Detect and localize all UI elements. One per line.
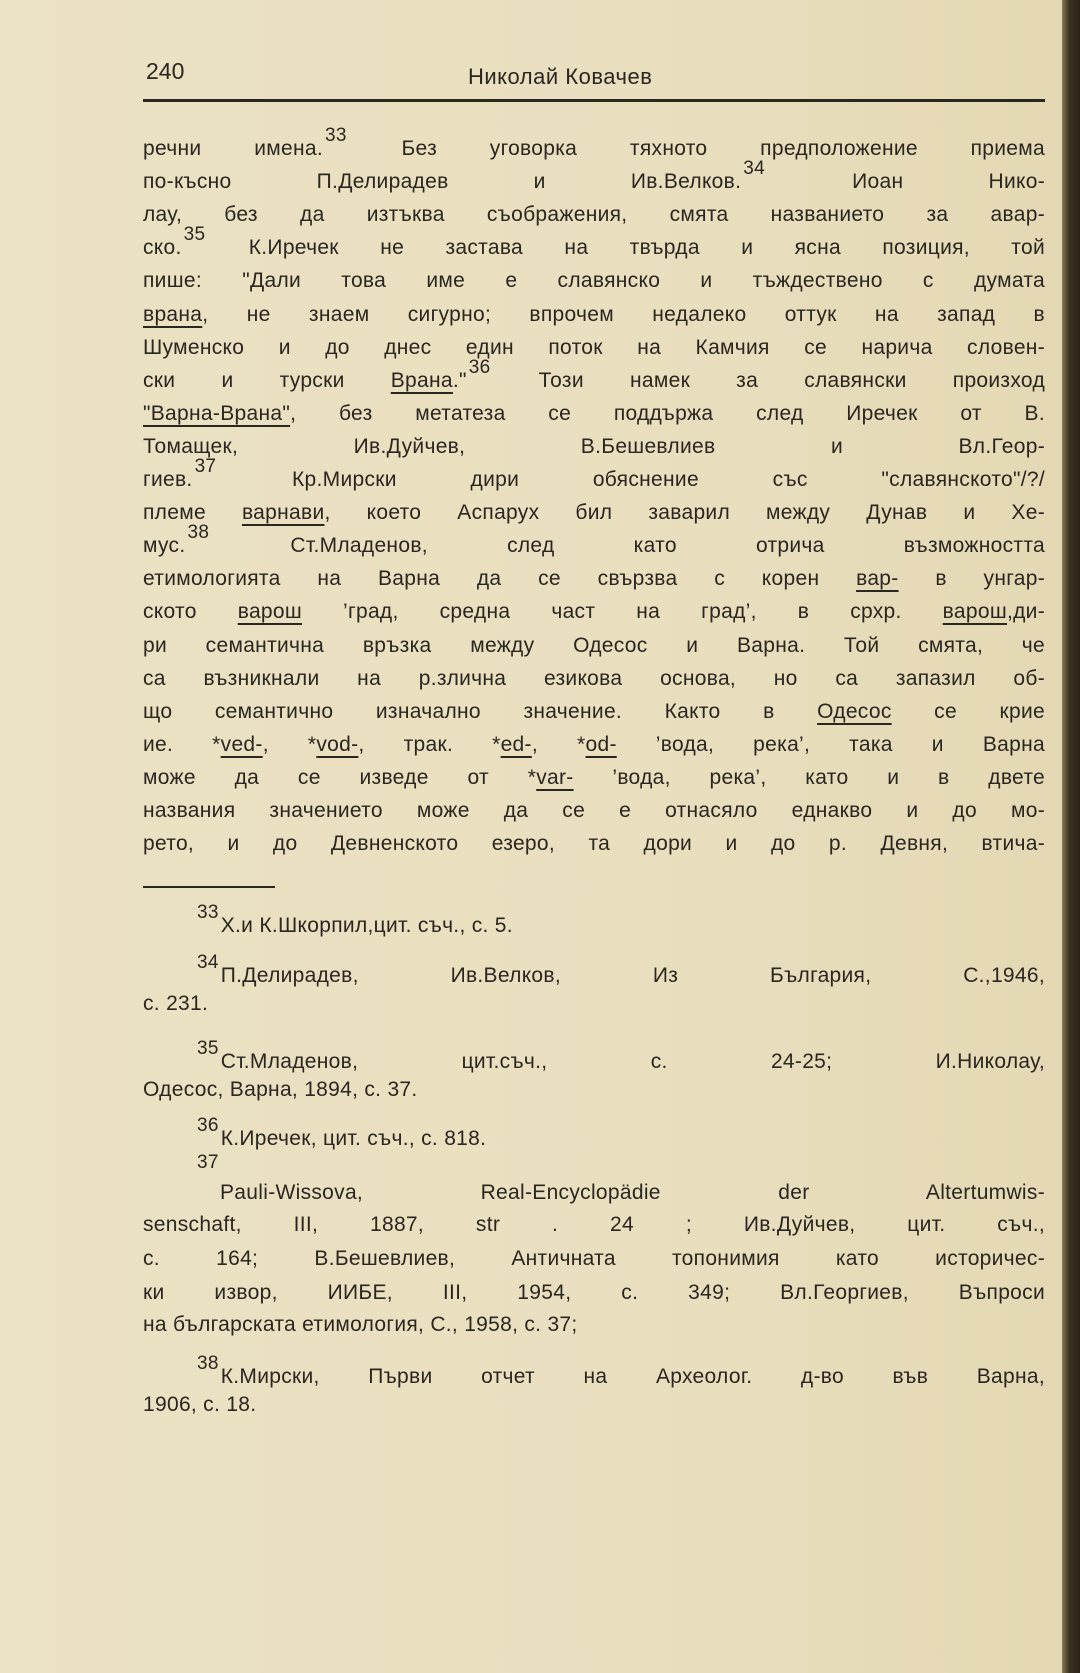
footnote-ref: 33 xyxy=(197,902,219,923)
text-line xyxy=(143,566,1045,592)
footnote-ref: 34 xyxy=(743,158,765,180)
text-run: в унгар- xyxy=(898,567,1045,591)
footnote-line xyxy=(143,1280,1045,1306)
text-run: лау, без да изтъква съображения, смята названието за авар- xyxy=(143,203,1045,227)
footnote-ref: 38 xyxy=(187,522,210,544)
text-run: Томащек, Ив.Дуйчев, В.Бешевлиев и Вл.Геор- xyxy=(143,434,1045,458)
footnote-ref: 35 xyxy=(183,224,206,246)
text-line xyxy=(143,158,1045,196)
page-number: 240 xyxy=(146,58,185,84)
text-run: К.Иречек не застава на твърда и ясна позиция, той xyxy=(207,236,1045,260)
text-run: Одесос, Варна, 1894, с. 37. xyxy=(143,1078,418,1101)
footnote-line xyxy=(195,952,1045,990)
text-run: П.Делирадев, Ив.Велков, Из България, С.,1946, xyxy=(220,964,1045,987)
text-run: племе xyxy=(143,501,242,525)
text-line xyxy=(143,456,1045,494)
text-run: названия значението може да се е отнасяло еднакво и до мо- xyxy=(143,799,1045,822)
text-run: рето, и до Девненското езеро, та дори и до р. Девня, втича- xyxy=(143,832,1045,856)
text-run: Този намек за славянски произход xyxy=(492,368,1045,392)
underlined-term: "Варна-Врана" xyxy=(143,401,291,425)
footnote-line xyxy=(195,902,1045,940)
text-run: Pauli-Wissova, Real-Encyclopädie der Altertumwis- xyxy=(220,1181,1045,1204)
text-run: ,ди- xyxy=(1006,600,1045,624)
footnote-line xyxy=(195,1038,1045,1076)
text-line xyxy=(143,599,1045,625)
text-run: ’вода, река’, като и в двете xyxy=(573,765,1045,789)
footnote-line xyxy=(143,1212,1045,1238)
text-line xyxy=(143,765,1045,791)
text-run: К.Иречек, цит. съч., с. 818. xyxy=(220,1127,487,1150)
text-line xyxy=(143,401,1045,427)
text-run: ’вода, река’, така и Варна xyxy=(616,732,1045,756)
footnote-ref: 33 xyxy=(324,125,347,146)
header-rule xyxy=(143,99,1045,102)
underlined-term: Врана xyxy=(390,368,453,392)
book-binding-edge xyxy=(1062,0,1080,1673)
text-run: Без уговорка тяхното предположение приема xyxy=(348,137,1045,160)
text-run: Кр.Мирски дири обяснение със "славянското"/?/ xyxy=(218,468,1045,491)
footnote-line xyxy=(143,1077,1045,1103)
text-line xyxy=(143,202,1045,228)
underlined-term: vod- xyxy=(316,732,359,756)
text-run: Х.и К.Шкорпил,цит. съч., с. 5. xyxy=(220,914,513,937)
text-run: , без метатеза се поддържа след Иречек от В. xyxy=(290,401,1045,425)
underlined-term: var- xyxy=(536,765,574,789)
underlined-term: Одесос xyxy=(817,699,892,723)
footnote-line xyxy=(143,1246,1045,1272)
text-run: ско. xyxy=(143,236,182,260)
underlined-term: вар- xyxy=(856,567,899,591)
text-run: може да се изведе от * xyxy=(143,765,537,789)
text-run: ки извор, ИИБЕ, III, 1954, с. 349; Вл.Георгиев, Въпроси xyxy=(143,1281,1045,1304)
text-run: ски и турски xyxy=(143,368,391,392)
text-line xyxy=(143,798,1045,824)
text-run: гиев. xyxy=(143,468,193,491)
text-run: , * xyxy=(262,732,317,756)
footnote-ref: 36 xyxy=(197,1115,219,1136)
footnote-line xyxy=(195,1115,1045,1153)
text-line xyxy=(143,302,1045,328)
footnote-line xyxy=(143,991,1045,1017)
text-run: , трак. * xyxy=(358,732,501,756)
text-line xyxy=(143,633,1045,659)
footnote-ref: 34 xyxy=(197,952,219,973)
underlined-term: врана xyxy=(143,302,203,326)
text-run: Ст.Младенов, цит.съч., с. 24-25; И.Николау, xyxy=(220,1050,1045,1073)
text-run: ’град, средна част на град’, в срхр. xyxy=(302,600,943,624)
running-header-author: Николай Ковачев xyxy=(468,64,653,89)
text-line xyxy=(143,699,1045,725)
text-run: с. 164; В.Бешевлиев, Античната топонимия като историчес- xyxy=(143,1247,1045,1270)
footnote-line xyxy=(195,1353,1045,1391)
footnote-ref: 35 xyxy=(197,1038,219,1059)
underlined-term: od- xyxy=(585,732,617,756)
underlined-term: варнави xyxy=(241,501,325,525)
underlined-term: варош xyxy=(942,600,1007,624)
text-run: по-късно П.Делирадев и Ив.Велков. xyxy=(143,170,742,194)
footnote-line xyxy=(143,1392,1045,1418)
text-run: ." xyxy=(452,368,467,392)
text-run: К.Мирски, Първи отчет на Археолог. д-во във Варна, xyxy=(220,1365,1045,1388)
text-line xyxy=(143,125,1045,163)
footnote-line xyxy=(220,1180,1045,1206)
text-run: пише: "Дали това име е славянско и тъждествено с думата xyxy=(143,269,1045,293)
text-line xyxy=(143,522,1045,560)
footnote-ref: 37 xyxy=(194,456,217,477)
text-run: с. 231. xyxy=(143,992,209,1015)
footnote-ref: 38 xyxy=(197,1353,219,1374)
text-line xyxy=(143,831,1045,857)
underlined-term: варош xyxy=(237,600,303,624)
text-run: са възникнали на р.злична езикова основа, но са запазил об- xyxy=(143,666,1045,690)
text-line xyxy=(143,666,1045,692)
text-run: мус. xyxy=(143,534,186,558)
text-run: ското xyxy=(143,600,238,624)
text-run: речни имена. xyxy=(143,137,323,160)
text-run: ри семантична връзка между Одесос и Варна. Той смята, че xyxy=(143,633,1045,657)
text-line xyxy=(143,732,1045,758)
text-run: на българската етимология, С., 1958, с. 37; xyxy=(143,1313,578,1336)
text-line xyxy=(143,500,1045,526)
text-run: 1906, с. 18. xyxy=(143,1393,257,1416)
text-line xyxy=(143,434,1045,460)
text-run: се крие xyxy=(891,699,1045,723)
footnote-ref: 37 xyxy=(197,1152,219,1173)
text-run: , не знаем сигурно; впрочем недалеко оттук на запад в xyxy=(202,302,1045,326)
text-run: , което Аспарух бил заварил между Дунав и Хе- xyxy=(324,501,1045,525)
underlined-term: ed- xyxy=(500,732,532,756)
footnote-ref: 36 xyxy=(468,356,491,378)
text-run: етимологията на Варна да се свързва с корен xyxy=(143,567,857,591)
footnote-separator xyxy=(143,886,275,888)
underlined-term: ved- xyxy=(220,732,263,756)
text-line xyxy=(143,224,1045,262)
text-run: Ст.Младенов, след като отрича възможността xyxy=(211,534,1045,558)
text-run: Иоан Нико- xyxy=(766,170,1045,194)
text-run: Шуменско и до днес един поток на Камчия се нарича словен- xyxy=(143,335,1045,359)
text-run: що семантично изначално значение. Както в xyxy=(143,699,818,723)
footnote-line xyxy=(143,1312,1045,1338)
text-line xyxy=(143,356,1045,395)
text-run: ие. * xyxy=(143,732,221,756)
text-run: , * xyxy=(531,732,586,756)
text-run: senschaft, III, 1887, str . 24 ; Ив.Дуйчев, цит. съч., xyxy=(143,1213,1045,1236)
text-line xyxy=(143,335,1045,361)
text-line xyxy=(143,268,1045,294)
